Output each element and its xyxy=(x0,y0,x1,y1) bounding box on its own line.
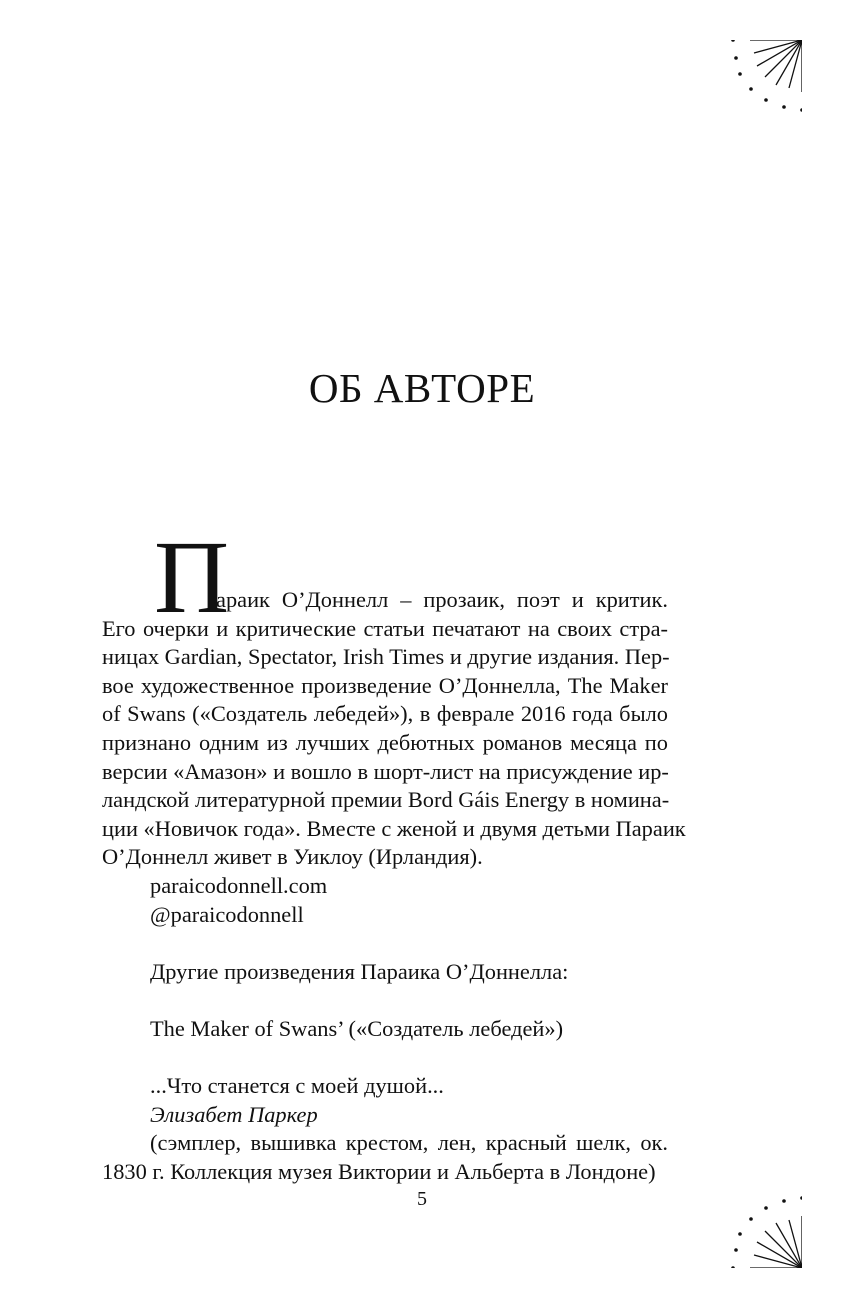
sunburst-corner-icon xyxy=(728,40,802,114)
other-works-title: The Maker of Swans’ («Создатель лебедей») xyxy=(150,1015,564,1041)
page-title: ОБ АВТОРЕ xyxy=(308,365,536,411)
bio-line: вое художественное произведение О’Доннелла, The Maker xyxy=(102,672,668,698)
bio-line: of Swans («Создатель лебедей»), в феврале 2016 года было xyxy=(102,701,668,727)
epigraph-quote: ...Что станется с моей душой... xyxy=(150,1073,444,1099)
epigraph-source: 1830 г. Коллекция музея Виктории и Альберта в Лондоне) xyxy=(102,1158,656,1184)
epigraph-author: Элизабет Паркер xyxy=(150,1101,318,1127)
bio-line: О’Доннелл живет в Уиклоу (Ирландия). xyxy=(102,844,483,870)
bio-line: ницах Gardian, Spectator, Irish Times и другие издания. Пер- xyxy=(102,644,670,670)
bio-line: версии «Амазон» и вошло в шорт-лист на присуждение ир- xyxy=(102,758,669,784)
author-handle: @paraicodonnell xyxy=(150,901,304,927)
author-bio xyxy=(102,520,686,1186)
bio-line: Его очерки и критические статьи печатают на своих стра- xyxy=(102,615,668,641)
author-website: paraicodonnell.com xyxy=(150,872,328,898)
bio-line: ции «Новичок года». Вместе с женой и двумя детьми Параик xyxy=(102,815,686,841)
bio-line: признано одним из лучших дебютных романов месяца по xyxy=(102,729,668,755)
epigraph-source: (сэмплер, вышивка крестом, лен, красный шелк, ок. xyxy=(150,1130,668,1156)
bio-line: араик О’Доннелл – прозаик, поэт и критик. xyxy=(216,587,668,612)
bio-line: ландской литературной премии Bord Gáis Energy в номина- xyxy=(102,787,670,813)
other-works-label: Другие произведения Параика О’Доннелла: xyxy=(150,958,569,984)
drop-cap: П xyxy=(154,520,230,635)
page-number: 5 xyxy=(417,1188,427,1210)
